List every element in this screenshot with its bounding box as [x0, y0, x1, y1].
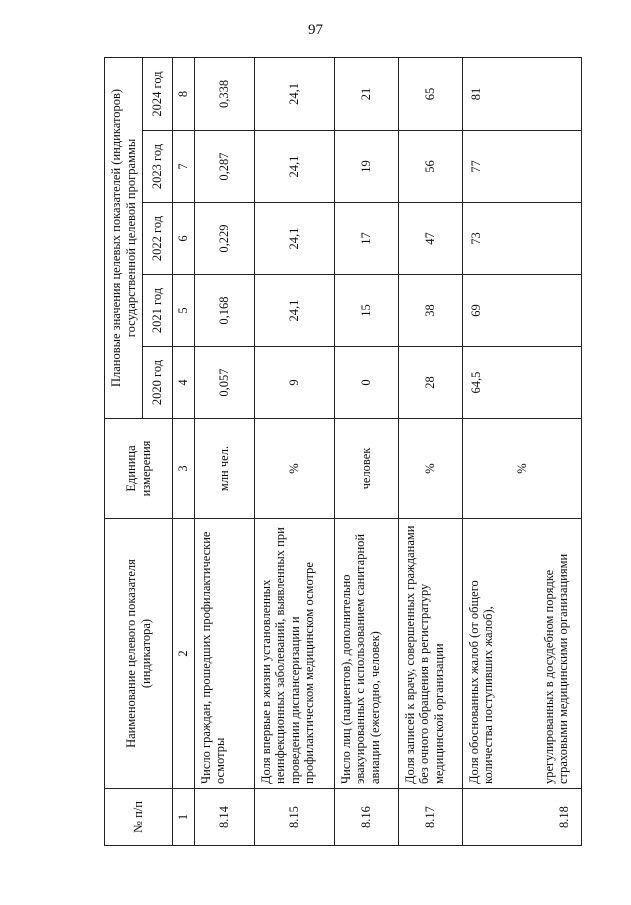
row-number: 8.17 [399, 789, 463, 846]
header-year: 2020 год [143, 347, 173, 419]
page-number: 97 [308, 22, 323, 38]
index-cell: 4 [173, 347, 195, 419]
table-row [255, 57, 335, 845]
indicator-unit: человек [335, 419, 399, 519]
indicator-name: Доля записей к врачу, совершенных гражданами без очного обращения в регистратуру медицинской организации [399, 519, 463, 789]
indicator-name-part1: Доля обоснованных жалоб (от общего количества поступивших жалоб), [467, 580, 496, 784]
value-cell: 28 [399, 347, 463, 419]
value-cell: 0,287 [195, 131, 255, 203]
indicator-unit: % [399, 419, 463, 519]
row-number: 8.14 [195, 789, 255, 846]
table-row [399, 57, 463, 845]
index-cell: 5 [173, 275, 195, 347]
value-cell: 24,1 [255, 275, 335, 347]
row-number: 8.15 [255, 789, 335, 846]
value-cell: 24,1 [255, 203, 335, 275]
value-cell: 69 [463, 275, 582, 347]
index-cell: 6 [173, 203, 195, 275]
indicator-unit: % [463, 419, 582, 519]
indicator-name: Число граждан, прошедших профилактические осмотры [195, 519, 255, 789]
value-cell: 0,229 [195, 203, 255, 275]
index-cell: 3 [173, 419, 195, 519]
value-cell: 65 [399, 57, 463, 130]
indicator-unit: млн чел. [195, 419, 255, 519]
value-cell: 56 [399, 131, 463, 203]
header-name: Наименование целевого показателя (индикатора) [105, 519, 173, 789]
value-cell: 15 [335, 275, 399, 347]
indicators-table [104, 57, 582, 846]
header-year: 2023 год [143, 131, 173, 203]
index-row [173, 57, 195, 845]
table-row [195, 57, 255, 845]
index-cell: 1 [173, 789, 195, 846]
index-cell: 7 [173, 131, 195, 203]
header-year: 2021 год [143, 275, 173, 347]
value-cell: 77 [463, 131, 582, 203]
value-cell: 21 [335, 57, 399, 130]
value-cell: 47 [399, 203, 463, 275]
value-cell: 17 [335, 203, 399, 275]
header-year: 2024 год [143, 57, 173, 130]
indicator-name: Доля впервые в жизни установленных неинфекционных заболеваний, выявленных при проведении диспансеризации и профилактическом медицинском осмотре [255, 519, 335, 789]
index-cell: 8 [173, 57, 195, 130]
indicator-name: Число лиц (пациентов), дополнительно эвакуированных с использованием санитарной авиации (ежегодно, человек) [335, 519, 399, 789]
indicator-name [463, 519, 582, 789]
value-cell: 38 [399, 275, 463, 347]
rotated-table-wrapper [104, 58, 581, 846]
value-cell: 0,057 [195, 347, 255, 419]
indicator-unit: % [255, 419, 335, 519]
table-row [463, 57, 582, 845]
value-cell: 9 [255, 347, 335, 419]
value-cell: 24,1 [255, 131, 335, 203]
rotated-table-area [104, 58, 581, 846]
table-row [335, 57, 399, 845]
header-row-1 [105, 57, 143, 845]
value-cell: 24,1 [255, 57, 335, 130]
header-no: № п/п [105, 789, 173, 846]
header-year: 2022 год [143, 203, 173, 275]
header-unit: Единица измерения [105, 419, 173, 519]
value-cell: 0,338 [195, 57, 255, 130]
value-cell: 64,5 [463, 347, 582, 419]
indicator-name-gap [496, 523, 542, 784]
value-cell: 19 [335, 131, 399, 203]
header-values-group: Плановые значения целевых показателей (индикаторов) государственной целевой программы [105, 57, 143, 418]
row-number: 8.18 [463, 789, 582, 846]
index-cell: 2 [173, 519, 195, 789]
row-number: 8.16 [335, 789, 399, 846]
value-cell: 81 [463, 57, 582, 130]
value-cell: 0,168 [195, 275, 255, 347]
value-cell: 0 [335, 347, 399, 419]
value-cell: 73 [463, 203, 582, 275]
indicator-name-part2: урегулированных в досудебном порядке страховыми медицинскими организациями [541, 553, 571, 784]
